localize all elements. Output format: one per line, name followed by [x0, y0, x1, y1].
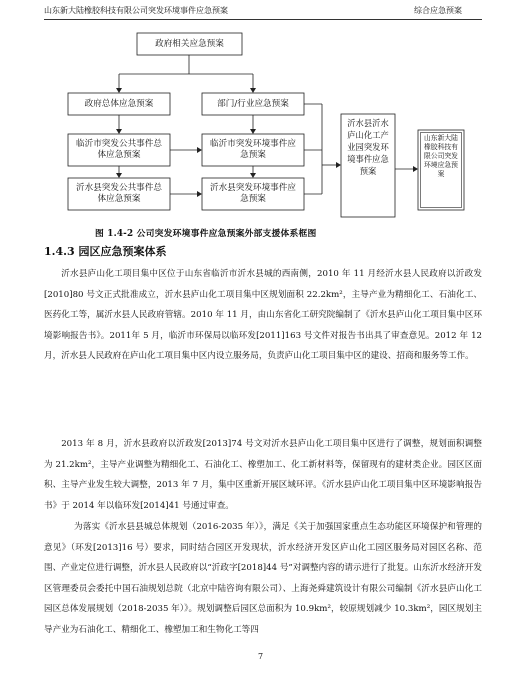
- figure-caption: 图 1.4-2 公司突发环境事件应急预案外部支援体系框图: [95, 229, 317, 239]
- top-box-label: 政府相关应急预案: [155, 38, 224, 49]
- company-box-label: 山东新大陆橡胶科技有限公司突发环境应急预案: [424, 134, 458, 178]
- left-box-2-label: 临沂市突发公共事件总体应急预案: [76, 139, 162, 160]
- left-box-1-label: 政府总体应急预案: [84, 98, 154, 109]
- paragraph-3: 为落实《沂水县县城总体规划（2016-2035 年）》，满足《关于加强国家重点生态功能区环境保护和管理的意见》（环发[2013]16 号）要求，同时结合园区开发现状，沂水经济开发区庐山化工园区服务局对园区名称、范围、产业定位进行调整，沂水县人民政府以“沂政字[2018]44 号”对调整内容的请示进行了批复。山东沂水经济开发区管理委员会委托中国石油规划总院（北京中陆咨询有限公司）、上海尧舜建筑设计有限公司编制《沂水县庐山化工园区总体发展规划（2018-2035 年）》。规划调整后园区总面积为 10.9km²，较原规划减少 10.3km²，园区规划主导产业为石油化工、精细化工、橡塑加工和生物化工等四: [44, 522, 482, 635]
- mid-box-1-label: 部门/行业应急预案: [217, 98, 289, 109]
- left-box-3-label: 沂水县突发公共事件总体应急预案: [76, 183, 162, 204]
- mid-box-3-label: 沂水县突发环境事件应急预案: [210, 183, 296, 204]
- section-title: 1.4.3 园区应急预案体系: [44, 245, 167, 258]
- header-plan-type: 综合应急预案: [414, 6, 462, 15]
- page-number: 7: [258, 652, 264, 661]
- park-box-label: 沂水县沂水庐山化工产业园突发环境事件应急预案: [347, 118, 389, 176]
- paragraph-2: 2013 年 8 月，沂水县政府以沂政发[2013]74 号文对沂水县庐山化工项目集中区进行了调整，规划面积调整为 21.2km²，主导产业调整为精细化工、石油化工、橡塑加工、化工新材料等，保留现有的建材类企业。园区区面积、主导产业发生较大调整，2013 年 7 月，集中区重新开展区域环评。《沂水县庐山化工项目集中区环境影响报告书》于 2014 年以临环发[2014]41 号通过审查。: [44, 439, 482, 511]
- header-company-title: 山东新大陆橡胶科技有限公司突发环境事件应急预案: [44, 6, 228, 15]
- paragraph-1: 沂水县庐山化工项目集中区位于山东省临沂市沂水县城的西南侧，2010 年 11 月经沂水县人民政府以沂政发[2010]80 号文正式批准成立，沂水县庐山化工项目集中区规划面积 22.2km²，主导产业为精细化工、石油化工、医药化工等，属沂水县人民政府管辖。2010 年 11 月，由山东省化工研究院编制了《沂水县庐山化工项目集中区环境影响报告书》。2011年 5 月，临沂市环保局以临环发[2011]163 号文件对报告书出具了审查意见。2012 年 12 月，沂水县人民政府在庐山化工项目集中区内设立服务局，负责庐山化工项目集中区的建设、招商和服务等工作。: [44, 269, 482, 362]
- mid-box-2-label: 临沂市突发环境事件应急预案: [210, 139, 296, 160]
